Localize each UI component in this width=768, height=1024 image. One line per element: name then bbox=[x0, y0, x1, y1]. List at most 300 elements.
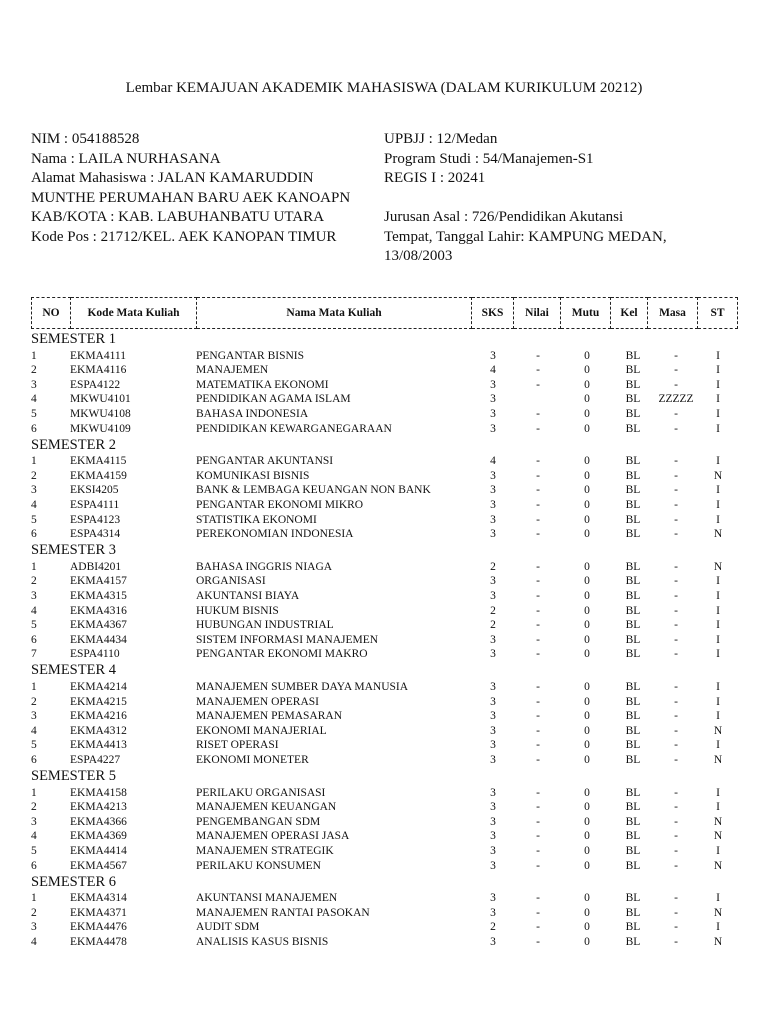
cell-sks: 3 bbox=[490, 528, 496, 541]
table-row bbox=[0, 618, 768, 632]
cell-masa: - bbox=[674, 859, 678, 872]
cell-mutu: 0 bbox=[584, 815, 590, 828]
table-row bbox=[0, 363, 768, 377]
cell-nilai: - bbox=[536, 739, 540, 752]
cell-sks: 3 bbox=[490, 513, 496, 526]
cell-mutu: 0 bbox=[584, 498, 590, 511]
header-nama: Nama Mata Kuliah bbox=[197, 298, 472, 329]
cell-nilai: - bbox=[536, 498, 540, 511]
table-row bbox=[0, 454, 768, 468]
cell-masa: - bbox=[674, 724, 678, 737]
table-header bbox=[31, 297, 738, 329]
cell-nilai: - bbox=[536, 528, 540, 541]
cell-nama: PENDIDIKAN KEWARGANEGARAAN bbox=[196, 422, 392, 435]
cell-mutu: 0 bbox=[584, 892, 590, 905]
cell-mutu: 0 bbox=[584, 739, 590, 752]
cell-masa: - bbox=[674, 815, 678, 828]
cell-sks: 3 bbox=[490, 469, 496, 482]
table-row bbox=[0, 695, 768, 709]
cell-no: 2 bbox=[31, 469, 37, 482]
cell-mutu: 0 bbox=[584, 513, 590, 526]
cell-nama: HUKUM BISNIS bbox=[196, 604, 279, 617]
cell-sks: 3 bbox=[490, 753, 496, 766]
cell-kode: EKMA4369 bbox=[70, 830, 127, 843]
cell-no: 5 bbox=[31, 844, 37, 857]
cell-sks: 3 bbox=[490, 906, 496, 919]
cell-nama: PERILAKU ORGANISASI bbox=[196, 786, 326, 799]
cell-nama: MANAJEMEN STRATEGIK bbox=[196, 844, 334, 857]
cell-masa: - bbox=[674, 680, 678, 693]
cell-masa: - bbox=[674, 498, 678, 511]
cell-sks: 3 bbox=[490, 844, 496, 857]
table-row bbox=[0, 422, 768, 436]
cell-kel: BL bbox=[625, 844, 641, 857]
table-row bbox=[0, 513, 768, 527]
table-row bbox=[0, 815, 768, 829]
cell-st: I bbox=[716, 378, 720, 391]
table-row bbox=[0, 604, 768, 618]
cell-mutu: 0 bbox=[584, 364, 590, 377]
cell-kode: EKMA4316 bbox=[70, 604, 127, 617]
cell-no: 4 bbox=[31, 724, 37, 737]
cell-masa: - bbox=[674, 619, 678, 632]
cell-st: I bbox=[716, 739, 720, 752]
cell-nilai: - bbox=[536, 349, 540, 362]
cell-kode: ESPA4122 bbox=[70, 378, 121, 391]
cell-mutu: 0 bbox=[584, 844, 590, 857]
cell-kode: EKMA4213 bbox=[70, 801, 127, 814]
cell-kode: EKMA4367 bbox=[70, 619, 127, 632]
cell-sks: 2 bbox=[490, 604, 496, 617]
cell-no: 3 bbox=[31, 815, 37, 828]
cell-kode: ESPA4110 bbox=[70, 648, 120, 661]
cell-kode: EKMA4476 bbox=[70, 921, 127, 934]
cell-sks: 3 bbox=[490, 349, 496, 362]
cell-st: I bbox=[716, 710, 720, 723]
cell-nama: MANAJEMEN OPERASI JASA bbox=[196, 830, 350, 843]
table-row bbox=[0, 786, 768, 800]
cell-masa: - bbox=[674, 921, 678, 934]
cell-st: I bbox=[716, 648, 720, 661]
cell-masa: - bbox=[674, 753, 678, 766]
cell-sks: 3 bbox=[490, 815, 496, 828]
cell-sks: 3 bbox=[490, 422, 496, 435]
cell-mutu: 0 bbox=[584, 695, 590, 708]
cell-mutu: 0 bbox=[584, 786, 590, 799]
header-no: NO bbox=[32, 298, 71, 329]
table-row bbox=[0, 589, 768, 603]
cell-kode: ADBI4201 bbox=[70, 560, 122, 573]
cell-nilai: - bbox=[536, 680, 540, 693]
cell-mutu: 0 bbox=[584, 906, 590, 919]
cell-kel: BL bbox=[625, 349, 641, 362]
table-row bbox=[0, 647, 768, 661]
cell-masa: - bbox=[674, 575, 678, 588]
cell-nilai: - bbox=[536, 695, 540, 708]
cell-no: 2 bbox=[31, 695, 37, 708]
cell-nama: RISET OPERASI bbox=[196, 739, 279, 752]
cell-nilai: - bbox=[536, 859, 540, 872]
semester-heading: SEMESTER 6 bbox=[31, 873, 116, 890]
cell-nilai: - bbox=[536, 589, 540, 602]
cell-nilai: - bbox=[536, 753, 540, 766]
table-row bbox=[0, 378, 768, 392]
cell-nilai: - bbox=[536, 710, 540, 723]
cell-mutu: 0 bbox=[584, 589, 590, 602]
cell-masa: - bbox=[674, 364, 678, 377]
table-row bbox=[0, 724, 768, 738]
cell-no: 1 bbox=[31, 680, 37, 693]
cell-mutu: 0 bbox=[584, 753, 590, 766]
cell-mutu: 0 bbox=[584, 349, 590, 362]
cell-nama: MANAJEMEN bbox=[196, 364, 269, 377]
cell-kode: MKWU4109 bbox=[70, 422, 131, 435]
regis: REGIS I : 20241 bbox=[384, 170, 486, 186]
cell-st: I bbox=[716, 633, 720, 646]
cell-nilai: - bbox=[536, 906, 540, 919]
cell-st: I bbox=[716, 407, 720, 420]
cell-masa: - bbox=[674, 528, 678, 541]
cell-no: 6 bbox=[31, 753, 37, 766]
cell-no: 1 bbox=[31, 560, 37, 573]
cell-masa: - bbox=[674, 786, 678, 799]
cell-st: N bbox=[713, 469, 723, 482]
cell-kode: EKSI4205 bbox=[70, 484, 119, 497]
semester-heading: SEMESTER 5 bbox=[31, 768, 116, 784]
cell-masa: - bbox=[674, 604, 678, 617]
cell-st: N bbox=[713, 859, 723, 872]
cell-nama: PENGANTAR EKONOMI MAKRO bbox=[196, 648, 368, 661]
cell-mutu: 0 bbox=[584, 455, 590, 468]
cell-sks: 2 bbox=[490, 921, 496, 934]
cell-masa: - bbox=[674, 378, 678, 391]
cell-sks: 3 bbox=[490, 892, 496, 905]
cell-no: 4 bbox=[31, 393, 37, 406]
cell-kode: EKMA4159 bbox=[70, 469, 127, 482]
cell-nilai: - bbox=[536, 469, 540, 482]
cell-st: I bbox=[716, 364, 720, 377]
cell-sks: 3 bbox=[490, 680, 496, 693]
cell-kode: ESPA4123 bbox=[70, 513, 121, 526]
cell-mutu: 0 bbox=[584, 407, 590, 420]
cell-st: I bbox=[716, 498, 720, 511]
cell-masa: - bbox=[674, 844, 678, 857]
cell-no: 4 bbox=[31, 935, 37, 948]
cell-nama: PENGANTAR AKUNTANSI bbox=[196, 455, 334, 468]
cell-sks: 3 bbox=[490, 830, 496, 843]
student-info-right bbox=[384, 130, 667, 267]
cell-no: 1 bbox=[31, 349, 37, 362]
cell-kel: BL bbox=[625, 378, 641, 391]
cell-nama: MANAJEMEN RANTAI PASOKAN bbox=[196, 906, 370, 919]
cell-kel: BL bbox=[625, 575, 641, 588]
cell-st: I bbox=[716, 680, 720, 693]
cell-st: I bbox=[716, 349, 720, 362]
cell-nilai: - bbox=[536, 619, 540, 632]
cell-kel: BL bbox=[625, 892, 641, 905]
cell-kel: BL bbox=[625, 753, 641, 766]
cell-kel: BL bbox=[625, 739, 641, 752]
cell-nama: AUDIT SDM bbox=[196, 921, 260, 934]
cell-no: 4 bbox=[31, 830, 37, 843]
cell-mutu: 0 bbox=[584, 680, 590, 693]
cell-kel: BL bbox=[625, 619, 641, 632]
cell-nama: HUBUNGAN INDUSTRIAL bbox=[196, 619, 334, 632]
table-row bbox=[0, 483, 768, 497]
cell-kel: BL bbox=[625, 680, 641, 693]
cell-masa: - bbox=[674, 484, 678, 497]
cell-nilai: - bbox=[536, 815, 540, 828]
cell-no: 3 bbox=[31, 484, 37, 497]
cell-st: I bbox=[716, 484, 720, 497]
cell-no: 6 bbox=[31, 528, 37, 541]
cell-kel: BL bbox=[625, 422, 641, 435]
cell-kel: BL bbox=[625, 484, 641, 497]
cell-sks: 3 bbox=[490, 589, 496, 602]
cell-masa: - bbox=[674, 349, 678, 362]
cell-nama: SISTEM INFORMASI MANAJEMEN bbox=[196, 633, 379, 646]
cell-kode: EKMA4413 bbox=[70, 739, 127, 752]
cell-st: I bbox=[716, 513, 720, 526]
cell-mutu: 0 bbox=[584, 604, 590, 617]
table-row bbox=[0, 560, 768, 574]
cell-sks: 2 bbox=[490, 619, 496, 632]
cell-kode: MKWU4101 bbox=[70, 393, 131, 406]
cell-nama: PENGANTAR BISNIS bbox=[196, 349, 305, 362]
cell-sks: 3 bbox=[490, 498, 496, 511]
cell-sks: 3 bbox=[490, 575, 496, 588]
cell-nama: PEREKONOMIAN INDONESIA bbox=[196, 528, 354, 541]
cell-masa: ZZZZZ bbox=[658, 393, 694, 406]
cell-kode: EKMA4366 bbox=[70, 815, 127, 828]
semester-heading: SEMESTER 3 bbox=[31, 542, 116, 559]
ttl-line-1: Tempat, Tanggal Lahir: KAMPUNG MEDAN, bbox=[384, 228, 667, 245]
cell-no: 5 bbox=[31, 739, 37, 752]
cell-nama: BAHASA INDONESIA bbox=[196, 407, 309, 420]
cell-sks: 4 bbox=[490, 364, 496, 377]
cell-kel: BL bbox=[625, 604, 641, 617]
table-row bbox=[0, 407, 768, 421]
cell-no: 5 bbox=[31, 407, 37, 420]
cell-masa: - bbox=[674, 422, 678, 435]
cell-no: 5 bbox=[31, 513, 37, 526]
cell-st: I bbox=[716, 589, 720, 602]
cell-st: N bbox=[713, 724, 723, 737]
cell-nama: EKONOMI MONETER bbox=[196, 753, 309, 766]
cell-mutu: 0 bbox=[584, 560, 590, 573]
cell-no: 2 bbox=[31, 801, 37, 814]
cell-st: I bbox=[716, 695, 720, 708]
cell-no: 3 bbox=[31, 710, 37, 723]
cell-st: N bbox=[713, 528, 723, 541]
cell-nilai: - bbox=[536, 921, 540, 934]
table-row bbox=[0, 753, 768, 767]
cell-st: I bbox=[716, 575, 720, 588]
cell-masa: - bbox=[674, 830, 678, 843]
cell-nama: MATEMATIKA EKONOMI bbox=[196, 378, 329, 391]
cell-no: 5 bbox=[31, 619, 37, 632]
cell-nilai: - bbox=[536, 786, 540, 799]
nama: Nama : LAILA NURHASANA bbox=[31, 150, 221, 167]
cell-no: 1 bbox=[31, 786, 37, 799]
cell-nama: STATISTIKA EKONOMI bbox=[196, 513, 317, 526]
cell-nilai: - bbox=[536, 830, 540, 843]
cell-nama: BAHASA INGGRIS NIAGA bbox=[196, 560, 333, 573]
cell-nilai: - bbox=[536, 724, 540, 737]
cell-sks: 3 bbox=[490, 935, 496, 948]
cell-st: I bbox=[716, 844, 720, 857]
jurusan-asal: Jurusan Asal : 726/Pendidikan Akutansi bbox=[384, 209, 624, 225]
cell-no: 3 bbox=[31, 589, 37, 602]
cell-nilai: - bbox=[536, 844, 540, 857]
cell-sks: 3 bbox=[490, 739, 496, 752]
cell-st: N bbox=[713, 560, 723, 573]
cell-kode: MKWU4108 bbox=[70, 407, 131, 420]
cell-kode: EKMA4214 bbox=[70, 680, 127, 693]
table-row bbox=[0, 844, 768, 858]
alamat-line-2: MUNTHE PERUMAHAN BARU AEK KANOAPN bbox=[31, 189, 351, 206]
cell-kode: EKMA4312 bbox=[70, 724, 127, 737]
cell-kode: EKMA4315 bbox=[70, 589, 127, 602]
cell-st: I bbox=[716, 801, 720, 814]
cell-st: N bbox=[713, 753, 723, 766]
cell-nama: MANAJEMEN OPERASI bbox=[196, 695, 319, 708]
cell-no: 4 bbox=[31, 604, 37, 617]
cell-mutu: 0 bbox=[584, 859, 590, 872]
ttl-line-2: 13/08/2003 bbox=[384, 248, 453, 264]
cell-sks: 3 bbox=[490, 710, 496, 723]
semester-heading: SEMESTER 1 bbox=[31, 331, 116, 347]
cell-masa: - bbox=[674, 906, 678, 919]
cell-kode: EKMA4414 bbox=[70, 844, 127, 857]
cell-nilai: - bbox=[536, 892, 540, 905]
cell-kel: BL bbox=[625, 528, 641, 541]
cell-nama: PENGANTAR EKONOMI MIKRO bbox=[196, 498, 364, 511]
alamat-line-1: Alamat Mahasiswa : JALAN KAMARUDDIN bbox=[31, 170, 314, 186]
cell-nama: ANALISIS KASUS BISNIS bbox=[196, 935, 329, 948]
table-row bbox=[0, 859, 768, 873]
cell-st: I bbox=[716, 604, 720, 617]
cell-nilai: - bbox=[536, 801, 540, 814]
cell-st: N bbox=[713, 830, 723, 843]
cell-mutu: 0 bbox=[584, 648, 590, 661]
header-st: ST bbox=[698, 298, 738, 329]
cell-sks: 3 bbox=[490, 484, 496, 497]
cell-sks: 3 bbox=[490, 633, 496, 646]
cell-mutu: 0 bbox=[584, 469, 590, 482]
cell-masa: - bbox=[674, 801, 678, 814]
cell-kel: BL bbox=[625, 407, 641, 420]
cell-no: 2 bbox=[31, 575, 37, 588]
cell-st: I bbox=[716, 422, 720, 435]
cell-sks: 3 bbox=[490, 859, 496, 872]
cell-nilai: - bbox=[536, 378, 540, 391]
cell-kel: BL bbox=[625, 906, 641, 919]
table-row bbox=[0, 935, 768, 949]
cell-masa: - bbox=[674, 710, 678, 723]
header-kode: Kode Mata Kuliah bbox=[71, 298, 197, 329]
cell-kel: BL bbox=[625, 830, 641, 843]
cell-sks: 3 bbox=[490, 724, 496, 737]
cell-kel: BL bbox=[625, 935, 641, 948]
table-row bbox=[0, 469, 768, 483]
cell-mutu: 0 bbox=[584, 575, 590, 588]
cell-masa: - bbox=[674, 407, 678, 420]
cell-kel: BL bbox=[625, 815, 641, 828]
cell-mutu: 0 bbox=[584, 830, 590, 843]
nim: NIM : 054188528 bbox=[31, 131, 140, 147]
cell-kel: BL bbox=[625, 393, 641, 406]
cell-mutu: 0 bbox=[584, 378, 590, 391]
cell-nilai: - bbox=[536, 364, 540, 377]
header-kel: Kel bbox=[611, 298, 648, 329]
table-row bbox=[0, 392, 768, 406]
cell-mutu: 0 bbox=[584, 633, 590, 646]
table-row bbox=[0, 680, 768, 694]
cell-sks: 2 bbox=[490, 560, 496, 573]
table-row bbox=[0, 574, 768, 588]
cell-nama: ORGANISASI bbox=[196, 575, 266, 588]
cell-mutu: 0 bbox=[584, 422, 590, 435]
cell-kode: ESPA4314 bbox=[70, 528, 121, 541]
cell-sks: 3 bbox=[490, 801, 496, 814]
semester-heading: SEMESTER 4 bbox=[31, 662, 116, 679]
cell-no: 2 bbox=[31, 906, 37, 919]
cell-kel: BL bbox=[625, 648, 641, 661]
cell-kel: BL bbox=[625, 633, 641, 646]
cell-nama: AKUNTANSI BIAYA bbox=[196, 589, 300, 602]
cell-kode: EKMA4216 bbox=[70, 710, 127, 723]
cell-mutu: 0 bbox=[584, 619, 590, 632]
cell-no: 6 bbox=[31, 422, 37, 435]
cell-kode: EKMA4215 bbox=[70, 695, 127, 708]
table-row bbox=[0, 906, 768, 920]
cell-kode: EKMA4314 bbox=[70, 892, 127, 905]
cell-sks: 4 bbox=[490, 455, 496, 468]
cell-st: I bbox=[716, 455, 720, 468]
cell-kode: EKMA4434 bbox=[70, 633, 127, 646]
cell-nilai: - bbox=[536, 633, 540, 646]
cell-nama: PERILAKU KONSUMEN bbox=[196, 859, 321, 872]
table-row bbox=[0, 738, 768, 752]
cell-no: 1 bbox=[31, 455, 37, 468]
cell-kode: EKMA4115 bbox=[70, 455, 127, 468]
page-title: Lembar KEMAJUAN AKADEMIK MAHASISWA (DALAM KURIKULUM 20212) bbox=[125, 80, 643, 96]
cell-nilai: - bbox=[536, 407, 540, 420]
cell-kel: BL bbox=[625, 921, 641, 934]
cell-masa: - bbox=[674, 892, 678, 905]
cell-masa: - bbox=[674, 589, 678, 602]
cell-kel: BL bbox=[625, 710, 641, 723]
cell-nilai: - bbox=[536, 513, 540, 526]
cell-kel: BL bbox=[625, 513, 641, 526]
cell-no: 6 bbox=[31, 859, 37, 872]
cell-st: N bbox=[713, 815, 723, 828]
cell-kode: EKMA4158 bbox=[70, 786, 127, 799]
table-row bbox=[0, 800, 768, 814]
cell-kel: BL bbox=[625, 469, 641, 482]
cell-nilai: - bbox=[536, 604, 540, 617]
cell-mutu: 0 bbox=[584, 528, 590, 541]
cell-nilai: - bbox=[536, 560, 540, 573]
cell-masa: - bbox=[674, 455, 678, 468]
cell-masa: - bbox=[674, 633, 678, 646]
cell-kel: BL bbox=[625, 859, 641, 872]
cell-no: 7 bbox=[31, 648, 37, 661]
cell-st: I bbox=[716, 892, 720, 905]
cell-nilai: - bbox=[536, 648, 540, 661]
cell-no: 1 bbox=[31, 892, 37, 905]
